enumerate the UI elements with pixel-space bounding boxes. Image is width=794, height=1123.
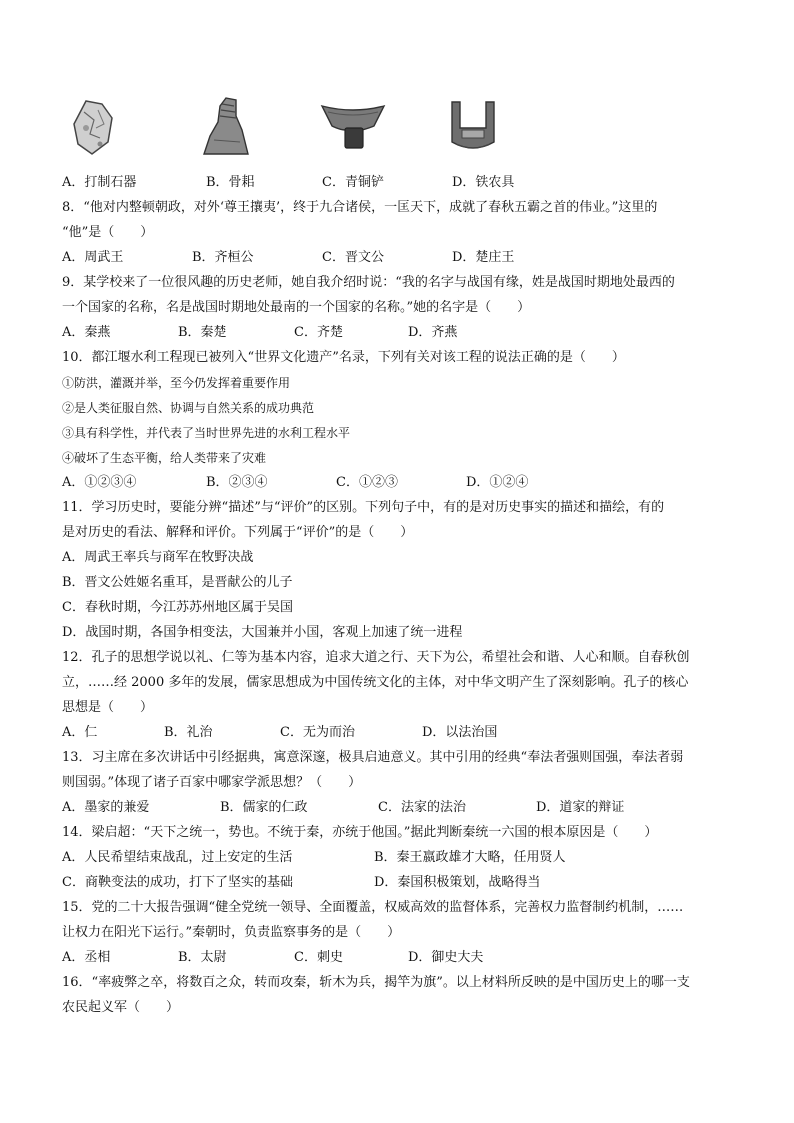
q13-option-b: B．儒家的仁政 <box>220 800 308 815</box>
q14-option-b: B．秦王嬴政雄才大略，任用贤人 <box>374 850 566 865</box>
q9-option-c: C．齐楚 <box>294 325 343 340</box>
stone-tool-icon <box>72 98 114 156</box>
q14-stem: 14．梁启超：“天下之统一，势也。不统于秦，亦统于他国。”据此判断秦统一六国的根本原因是（ ） <box>62 825 658 840</box>
q14-option-d: D．秦国积极策划，战略得当 <box>374 875 541 890</box>
q10-item-2: ②是人类征服自然、协调与自然关系的成功典范 <box>62 401 315 415</box>
q10-item-4: ④破坏了生态平衡，给人类带来了灾难 <box>62 451 267 465</box>
q8-option-b: B．齐桓公 <box>192 250 254 265</box>
q15-stem-line2: 让权力在阳光下运行。”秦朝时，负责监察事务的是（ ） <box>62 925 401 940</box>
q16-stem-line2: 农民起义军（ ） <box>62 1000 180 1015</box>
q10-item-3: ③具有科学性，并代表了当时世界先进的水利工程水平 <box>62 426 351 440</box>
bone-spade-icon <box>200 96 250 158</box>
q7-option-d: D．铁农具 <box>452 175 515 190</box>
q10-item-1: ①防洪，灌溉并举，至今仍发挥着重要作用 <box>62 376 291 390</box>
q9-option-a: A．秦燕 <box>62 325 111 340</box>
q9-stem-line1: 9．某学校来了一位很风趣的历史老师，她自我介绍时说：“我的名字与战国有缘，姓是战国时期地处最西的 <box>62 275 675 290</box>
q12-option-c: C．无为而治 <box>280 725 355 740</box>
q7-option-c: C．青铜铲 <box>322 175 384 190</box>
q8-stem-line2: “他”是（ ） <box>62 225 154 240</box>
bronze-shovel-icon <box>320 100 386 152</box>
q10-option-a: A．①②③④ <box>62 475 137 490</box>
q8-option-c: C．晋文公 <box>322 250 384 265</box>
q13-option-c: C．法家的法治 <box>378 800 466 815</box>
q15-stem-line1: 15．党的二十大报告强调“健全党统一领导、全面覆盖，权威高效的监督体系，完善权力监督制约机制，…… <box>62 900 684 915</box>
q8-option-a: A．周武王 <box>62 250 124 265</box>
q10-stem: 10．都江堰水利工程现已被列入“世界文化遗产”名录，下列有关对该工程的说法正确的是（ ） <box>62 350 625 365</box>
q9-option-b: B．秦楚 <box>178 325 227 340</box>
q8-stem-line1: 8．“他对内整顿朝政，对外‘尊王攘夷’，终于九合诸侯，一匡天下，成就了春秋五霸之首的伟业。”这里的 <box>62 200 658 215</box>
q12-option-d: D．以法治国 <box>422 725 498 740</box>
q9-stem-line2: 一个国家的名称，名是战国时期地处最南的一个国家的名称。”她的名字是（ ） <box>62 300 531 315</box>
q7-option-a: A．打制石器 <box>62 175 137 190</box>
q11-option-b: B．晋文公姓姬名重耳，是晋献公的儿子 <box>62 575 293 590</box>
q13-option-d: D．道家的辩证 <box>536 800 625 815</box>
q12-option-a: A．仁 <box>62 725 98 740</box>
q10-option-b: B．②③④ <box>206 475 268 490</box>
q11-option-c: C．春秋时期，今江苏苏州地区属于吴国 <box>62 600 293 615</box>
q15-option-c: C．刺史 <box>294 950 343 965</box>
q15-option-b: B．太尉 <box>178 950 227 965</box>
q12-stem-line1: 12．孔子的思想学说以礼、仁等为基本内容，追求大道之行、天下为公，希望社会和谐、人心和顺。自春秋创 <box>62 650 690 665</box>
artifact-images-row <box>0 96 794 162</box>
q11-option-d: D．战国时期，各国争相变法，大国兼并小国，客观上加速了统一进程 <box>62 625 463 640</box>
q14-option-a: A．人民希望结束战乱，过上安定的生活 <box>62 850 293 865</box>
q12-stem-line2: 立，……经 2000 多年的发展，儒家思想成为中国传统文化的主体，对中华文明产生了深刻影响。孔子的核心 <box>62 675 689 690</box>
q13-stem-line1: 13．习主席在多次讲话中引经据典，寓意深邃，极具启迪意义。其中引用的经典“奉法者强则国强，奉法者弱 <box>62 750 684 765</box>
q9-option-d: D．齐燕 <box>408 325 458 340</box>
q15-option-d: D．御史大夫 <box>408 950 484 965</box>
q11-stem-line1: 11．学习历史时，要能分辨“描述”与“评价”的区别。下列句子中，有的是对历史事实的描述和描绘，有的 <box>62 500 665 515</box>
q14-option-c: C．商鞅变法的成功，打下了坚实的基础 <box>62 875 293 890</box>
q11-option-a: A．周武王率兵与商军在牧野决战 <box>62 550 254 565</box>
q12-stem-line3: 思想是（ ） <box>62 700 154 715</box>
iron-tool-icon <box>446 98 500 158</box>
q16-stem-line1: 16．“率疲弊之卒，将数百之众，转而攻秦，斩木为兵，揭竿为旗”。以上材料所反映的是中国历史上的哪一支 <box>62 975 690 990</box>
q13-stem-line2: 则国弱。”体现了诸子百家中哪家学派思想？（ ） <box>62 775 362 790</box>
q8-option-d: D．楚庄王 <box>452 250 515 265</box>
q11-stem-line2: 是对历史的看法、解释和评价。下列属于“评价”的是（ ） <box>62 525 414 540</box>
q12-option-b: B．礼治 <box>164 725 213 740</box>
q10-option-c: C．①②③ <box>336 475 398 490</box>
q7-option-b: B．骨耜 <box>206 175 255 190</box>
q13-option-a: A．墨家的兼爱 <box>62 800 150 815</box>
q10-option-d: D．①②④ <box>466 475 529 490</box>
q15-option-a: A．丞相 <box>62 950 111 965</box>
